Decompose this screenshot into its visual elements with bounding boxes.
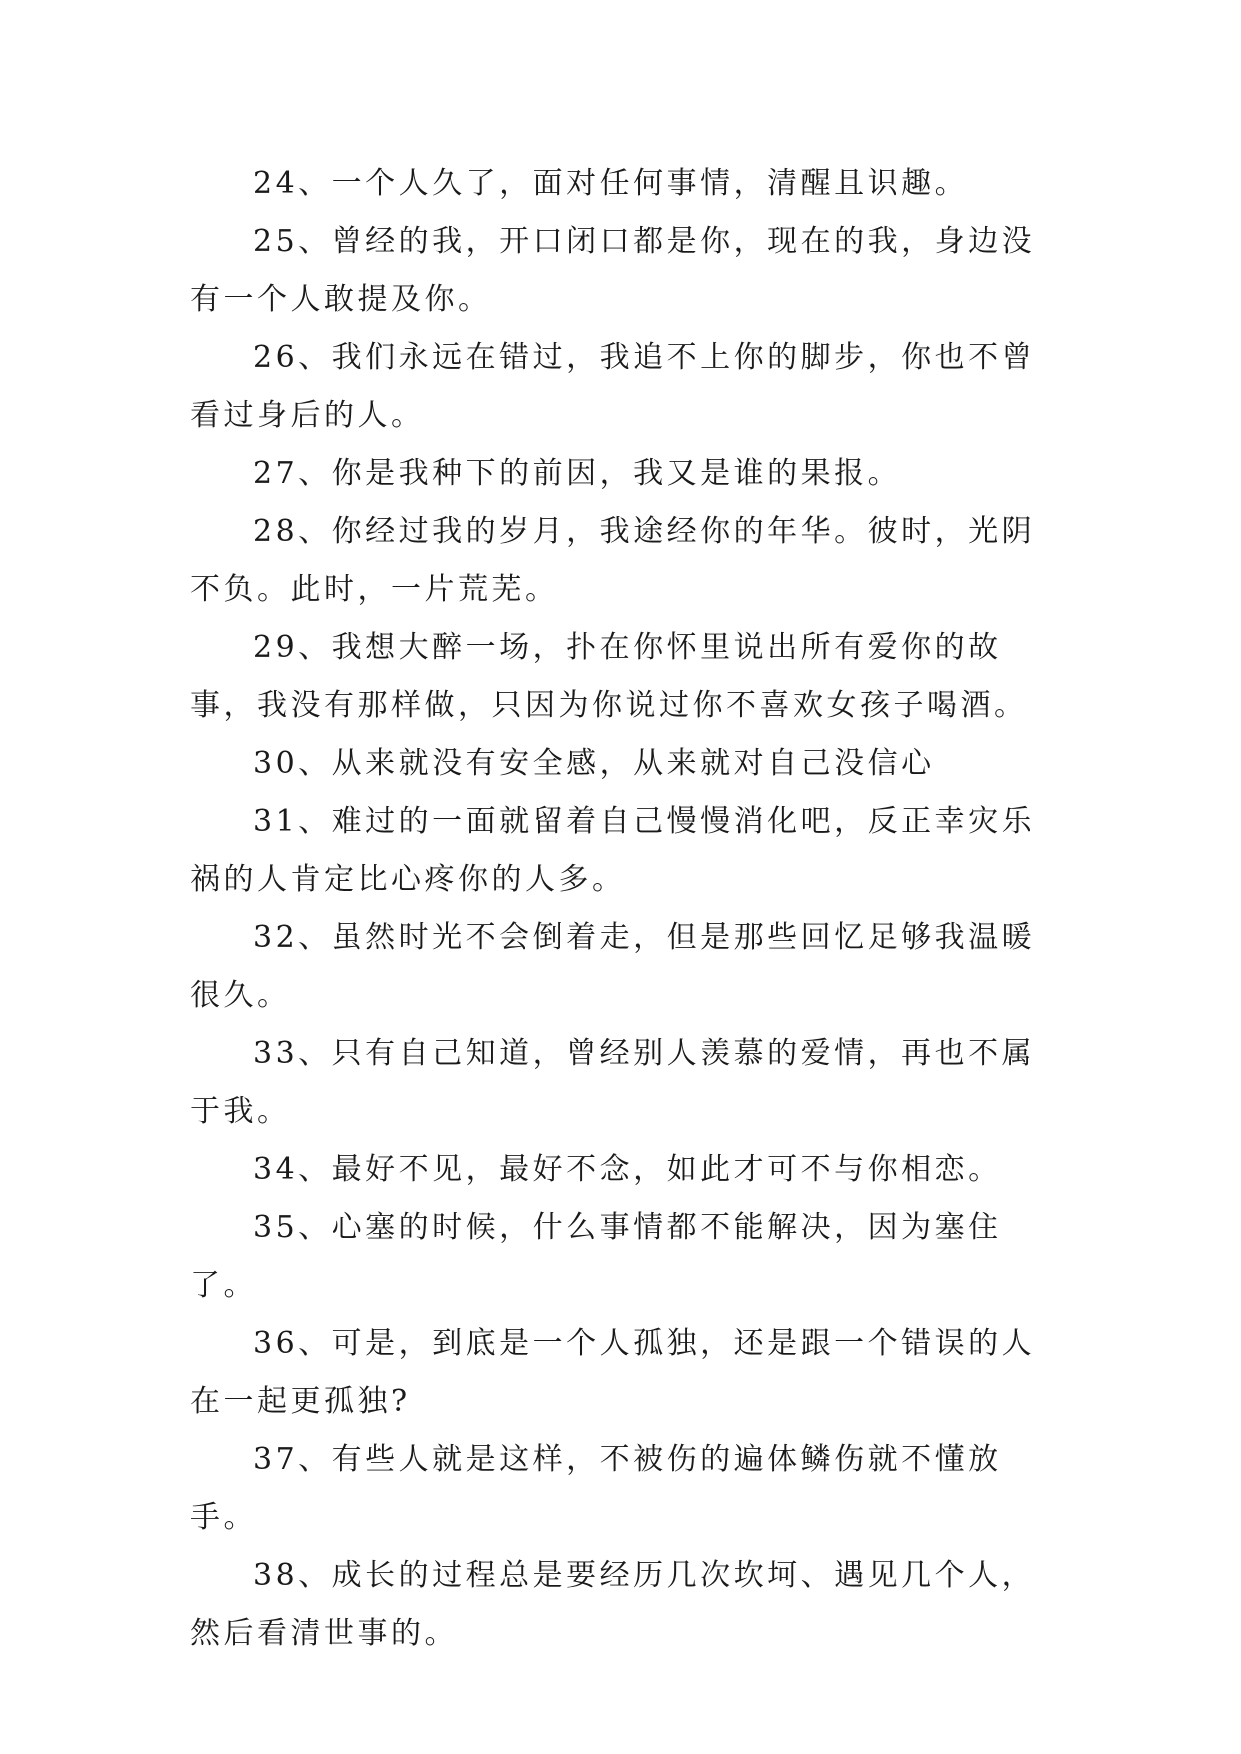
paragraph-26: 26、我们永远在错过，我追不上你的脚步，你也不曾看过身后的人。 bbox=[190, 340, 1036, 433]
paragraph-27: 27、你是我种下的前因，我又是谁的果报。 bbox=[253, 456, 902, 491]
paragraph-28: 28、你经过我的岁月，我途经你的年华。彼时，光阴不负。此时，一片荒芜。 bbox=[190, 514, 1036, 607]
paragraph-35: 35、心塞的时候，什么事情都不能解决，因为塞住了。 bbox=[190, 1210, 1002, 1303]
paragraph-33: 33、只有自己知道，曾经别人羡慕的爱情，再也不属于我。 bbox=[190, 1036, 1036, 1129]
paragraph-25: 25、曾经的我，开口闭口都是你，现在的我，身边没有一个人敢提及你。 bbox=[190, 224, 1036, 317]
paragraph-37: 37、有些人就是这样，不被伤的遍体鳞伤就不懂放手。 bbox=[190, 1442, 1002, 1535]
paragraph-34: 34、最好不见，最好不念，如此才可不与你相恋。 bbox=[253, 1152, 1002, 1187]
paragraph-36: 36、可是，到底是一个人孤独，还是跟一个错误的人在一起更孤独? bbox=[190, 1326, 1036, 1419]
paragraph-38: 38、成长的过程总是要经历几次坎坷、遇见几个人，然后看清世事的。 bbox=[190, 1558, 1036, 1651]
paragraph-29: 29、我想大醉一场，扑在你怀里说出所有爱你的故事，我没有那样做，只因为你说过你不喜欢女孩子喝酒。 bbox=[190, 630, 1028, 723]
paragraph-32: 32、虽然时光不会倒着走，但是那些回忆足够我温暖很久。 bbox=[190, 920, 1036, 1013]
paragraph-31: 31、难过的一面就留着自己慢慢消化吧，反正幸灾乐祸的人肯定比心疼你的人多。 bbox=[190, 804, 1036, 897]
paragraph-30: 30、从来就没有安全感，从来就对自己没信心 bbox=[253, 746, 935, 781]
body-text bbox=[190, 155, 1060, 1663]
paragraph-24: 24、一个人久了，面对任何事情，清醒且识趣。 bbox=[253, 166, 969, 201]
